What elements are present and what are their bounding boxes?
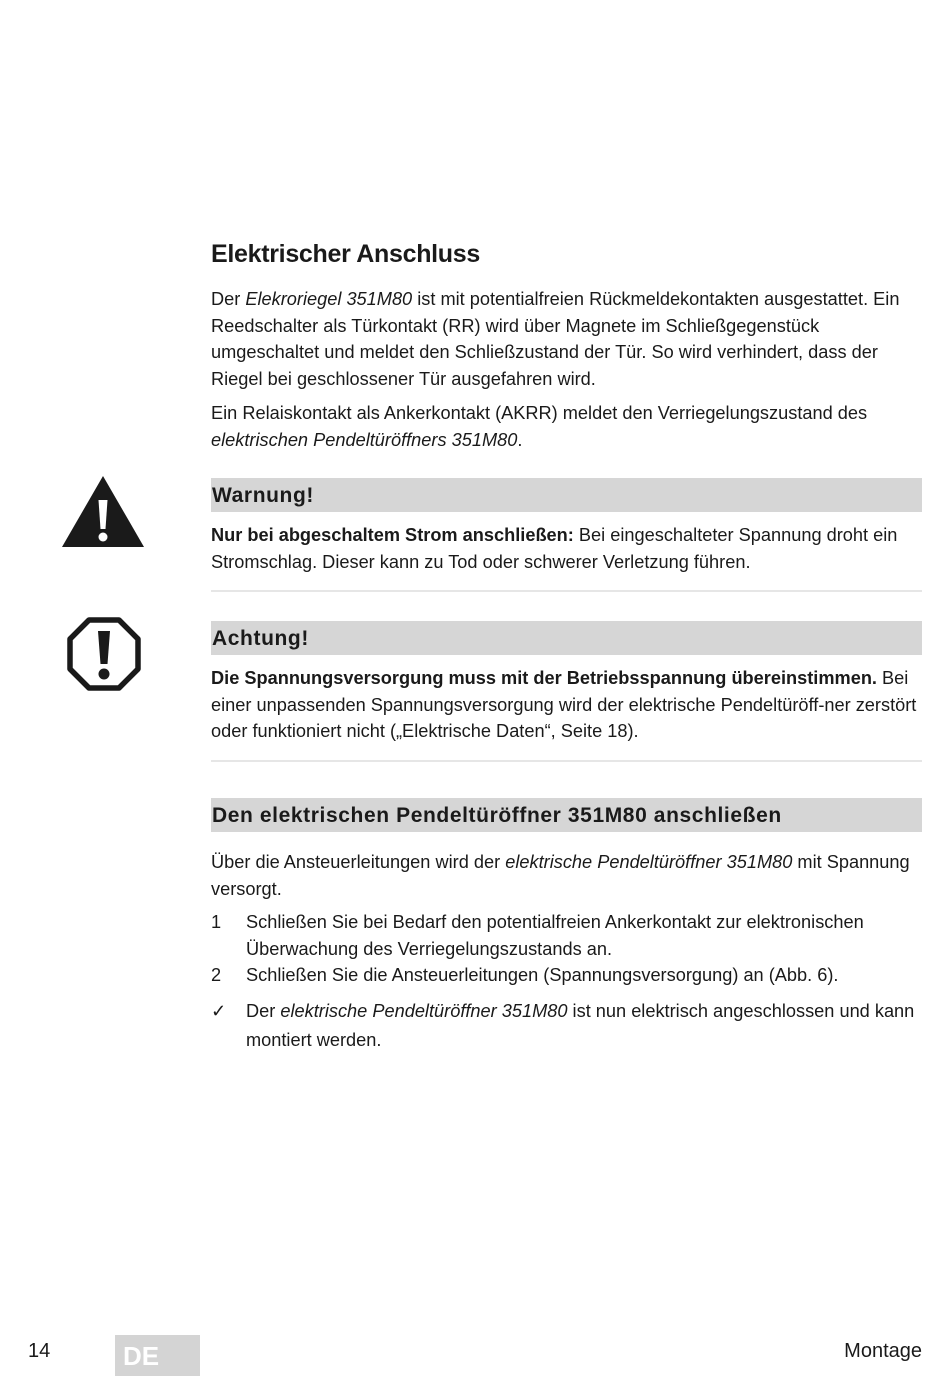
result-suffix: ist nun elektrisch angeschlossen und kann montiert werden.	[246, 1001, 915, 1050]
warning-divider	[211, 590, 922, 592]
caution-title-bar: Achtung!	[211, 621, 922, 655]
step-text: Schließen Sie bei Bedarf den potentialfreien Ankerkontakt zur elektronischen Überwachung des Verriegelungszustands an.	[246, 912, 864, 959]
section-title-bar: Den elektrischen Pendeltüröffner 351M80 anschließen	[211, 798, 922, 832]
intro-p2-suffix: .	[517, 429, 523, 450]
intro-p2-prefix: Ein Relaiskontakt als Ankerkontakt (AKRR) meldet den Verriegelungszustand des	[211, 403, 868, 423]
section-intro-suffix: mit Spannung versorgt.	[211, 852, 910, 899]
intro-paragraph-2	[211, 400, 923, 453]
step-number: 2	[211, 965, 222, 985]
caution-body: Bei einer unpassenden Spannungsversorgung wird der elektrische Pendeltüröff-ner zerstört oder funktioniert nicht („Elektrische Daten“, Seite 18).	[211, 668, 917, 742]
intro-p1-suffix: ist mit potentialfreien Rückmeldekontakten ausgestattet. Ein Reedschalter als Türkontakt (RR) wird über Magnete im Schließgegenstück umgeschaltet und meldet den Schließzustand der Tür. So wird verhindert, dass der Riegel bei geschlossener Tür ausgefahren wird.	[211, 289, 900, 389]
caution-bold: Die Spannungsversorgung muss mit der Betriebsspannung übereinstimmen.	[211, 668, 877, 688]
page-title: Elektrischer Anschluss	[211, 240, 480, 268]
octagon-exclamation-icon	[67, 617, 141, 691]
warning-bold: Nur bei abgeschaltem Strom anschließen:	[211, 525, 574, 545]
section-intro	[211, 849, 923, 902]
chapter-label: Montage	[844, 1340, 922, 1362]
intro-p1-italic: Elekroriegel 351M80	[245, 289, 413, 309]
intro-p2-italic: elektrischen Pendeltüröffners 351M80	[211, 429, 518, 450]
checkmark-icon: ✓	[211, 1001, 227, 1021]
result-prefix: Der	[246, 1001, 281, 1021]
warning-text	[211, 522, 923, 575]
step-text: Schließen Sie die Ansteuerleitungen (Spannungsversorgung) an (Abb. 6).	[246, 965, 839, 985]
warning-triangle-icon	[60, 474, 146, 549]
section-intro-prefix: Über die Ansteuerleitungen wird der	[211, 852, 506, 872]
intro-paragraph-1	[211, 286, 923, 392]
result-italic: elektrische Pendeltüröffner 351M80	[280, 1001, 568, 1021]
warning-body: Bei eingeschalteter Spannung droht ein Stromschlag. Dieser kann zu Tod oder schwerer Verletzung führen.	[211, 525, 898, 572]
result-text	[246, 997, 926, 1055]
intro-p1-prefix: Der	[211, 289, 246, 309]
caution-divider	[211, 760, 922, 762]
warning-title-bar: Warnung!	[211, 478, 922, 512]
section-intro-italic: elektrische Pendeltüröffner 351M80	[505, 852, 793, 872]
page-number: 14	[28, 1340, 51, 1362]
language-badge: DE	[115, 1335, 200, 1376]
caution-text	[211, 665, 923, 745]
step-number: 1	[211, 912, 222, 932]
